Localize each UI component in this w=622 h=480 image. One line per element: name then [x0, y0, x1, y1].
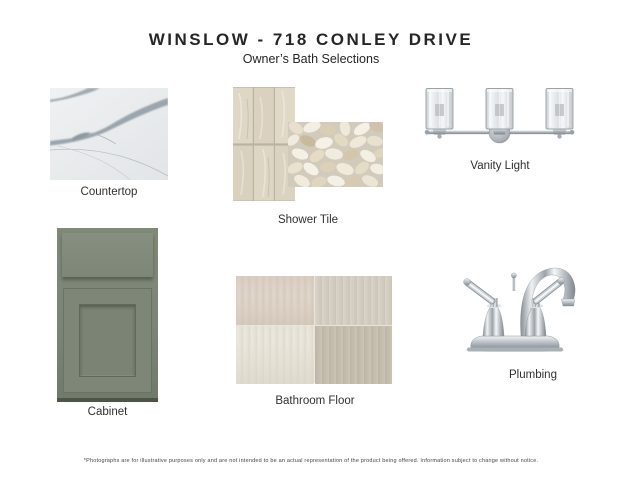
disclaimer-text: *Photographs are for illustrative purposes only and are not intended to be an actual representation of the product being offered. Information subject to change without notice. — [83, 458, 539, 464]
subway-tile-graphic — [233, 87, 295, 201]
page-title: WINSLOW - 718 CONLEY DRIVE — [148, 30, 474, 49]
lamp-center — [486, 89, 513, 135]
pebble-tile-graphic — [288, 122, 383, 187]
cabinet-label: Cabinet — [87, 406, 128, 418]
plumbing-image — [455, 246, 593, 352]
page-subtitle: Owner’s Bath Selections — [242, 52, 380, 66]
floor-tile — [315, 276, 393, 325]
shower-tile-label: Shower Tile — [277, 214, 339, 226]
cabinet-door — [63, 288, 152, 393]
faucet-graphic — [455, 246, 593, 352]
vanity-light-label: Vanity Light — [470, 160, 530, 172]
cabinet-image — [57, 228, 158, 402]
cabinet-drawer-front — [62, 233, 153, 277]
vanity-light-graphic — [416, 87, 583, 151]
floor-tile — [315, 326, 393, 384]
shower-tile-subway-image — [233, 87, 295, 201]
vanity-light-image — [416, 87, 583, 151]
plumbing-label: Plumbing — [509, 369, 557, 381]
countertop-label: Countertop — [80, 186, 138, 198]
cabinet-door-panel — [79, 304, 136, 377]
bathroom-floor-image — [236, 276, 392, 383]
floor-tile — [236, 276, 314, 325]
shower-tile-pebble-image — [288, 122, 383, 187]
countertop-marble-graphic — [50, 88, 168, 180]
floor-tile — [236, 326, 314, 384]
bathroom-floor-label: Bathroom Floor — [275, 395, 355, 407]
countertop-image — [50, 88, 168, 180]
cabinet-bottom-shadow — [57, 398, 158, 402]
